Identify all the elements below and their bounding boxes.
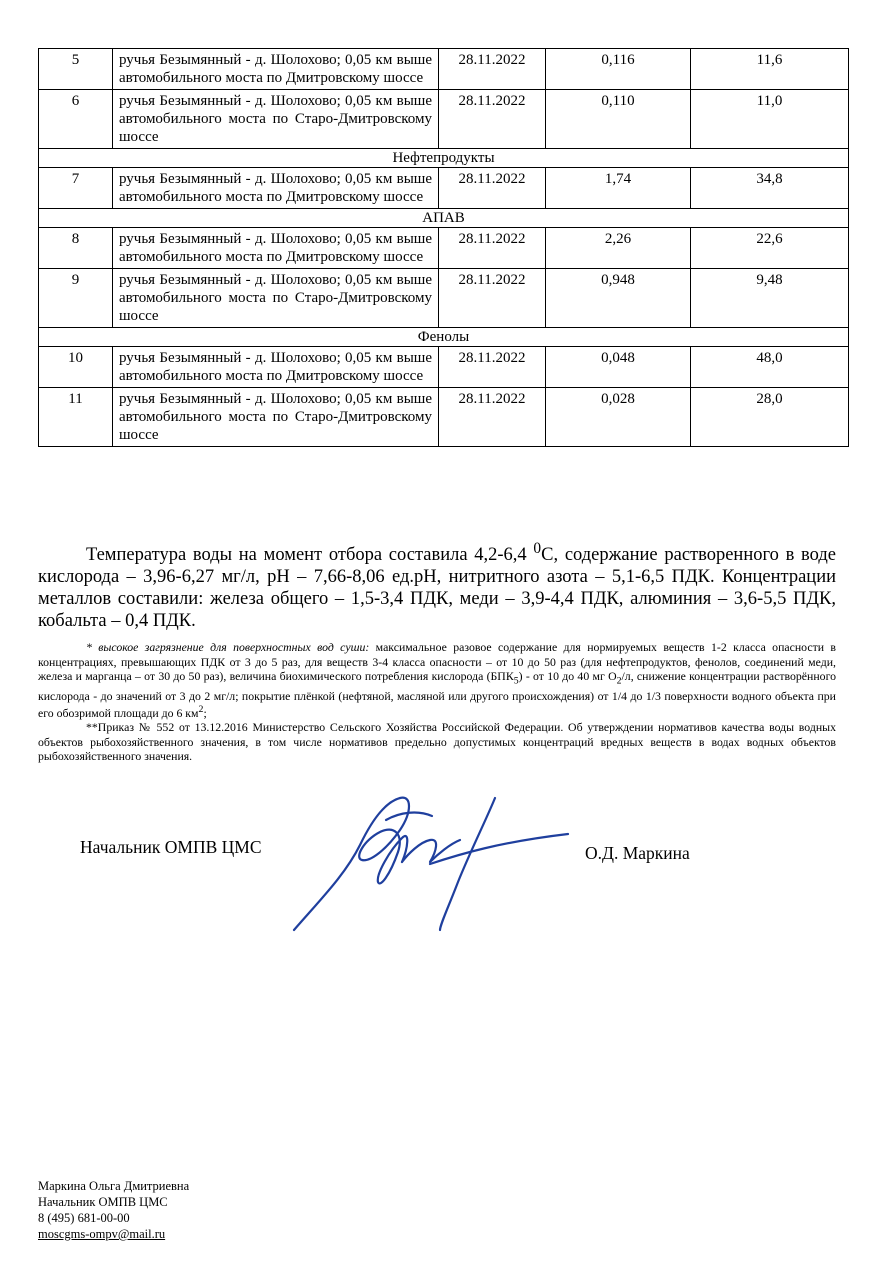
table-row <box>39 388 849 447</box>
row-number: 8 <box>39 228 113 269</box>
group-title: Нефтепродукты <box>39 149 849 168</box>
footnote-text-a: максимальное разовое содержание для нормируемых веществ 1-2 класса опасности в концентрациях, превышающих ПДК от 3 до 5 раз, для веществ 3-4 класса опасности – от 10 до 50 раз (для нефтепродуктов, фенолов, соединений меди, железа и марганца – от 30 до 50 раз), величина биохимического потребления кислорода (БПК <box>38 640 837 683</box>
footnote-lead: * высокое загрязнение для поверхностных вод суши: <box>86 640 370 654</box>
table-row <box>39 347 849 388</box>
sampling-date: 28.11.2022 <box>439 90 546 149</box>
table-row <box>39 168 849 209</box>
sampling-date: 28.11.2022 <box>439 388 546 447</box>
row-number: 5 <box>39 49 113 90</box>
table-row <box>39 49 849 90</box>
concentration-value: 0,948 <box>546 269 691 328</box>
table-row <box>39 269 849 328</box>
concentration-value: 1,74 <box>546 168 691 209</box>
degree-superscript: 0 <box>533 540 542 557</box>
row-number: 6 <box>39 90 113 149</box>
pdk-ratio: 28,0 <box>691 388 849 447</box>
sampling-site: ручья Безымянный - д. Шолохово; 0,05 км выше автомобильного моста по Дмитровскому шоссе <box>113 49 439 90</box>
sampling-date: 28.11.2022 <box>439 269 546 328</box>
pdk-ratio: 34,8 <box>691 168 849 209</box>
concentration-value: 0,110 <box>546 90 691 149</box>
footnote-subscript-2: 2 <box>616 675 622 687</box>
concentration-value: 0,116 <box>546 49 691 90</box>
contact-phone: 8 (495) 681-00-00 <box>38 1211 130 1225</box>
pdk-ratio: 22,6 <box>691 228 849 269</box>
sampling-date: 28.11.2022 <box>439 347 546 388</box>
sampling-date: 28.11.2022 <box>439 228 546 269</box>
group-header-row <box>39 328 849 347</box>
group-title: Фенолы <box>39 328 849 347</box>
signatory-name: О.Д. Маркина <box>585 843 690 863</box>
row-number: 10 <box>39 347 113 388</box>
contact-block <box>38 1178 189 1242</box>
pdk-ratio: 9,48 <box>691 269 849 328</box>
footnote-text-b: ) - от 10 до 40 мг О <box>518 669 617 683</box>
footnote-pollution-definition <box>38 640 836 721</box>
sampling-site: ручья Безымянный - д. Шолохово; 0,05 км выше автомобильного моста по Старо-Дмитровскому шоссе <box>113 269 439 328</box>
footnote-superscript-2: 2 <box>198 704 204 716</box>
sampling-site: ручья Безымянный - д. Шолохово; 0,05 км выше автомобильного моста по Дмитровскому шоссе <box>113 347 439 388</box>
footnote-text-c: /л, снижение концентрации растворённого кислорода - до значений от 3 до 2 мг/л; покрытие плёнкой (нефтяной, масляной или другого происхождения) от 1/4 до 1/3 поверхности водного объекта при его обозримой площади до 6 км <box>38 669 837 721</box>
row-number: 11 <box>39 388 113 447</box>
footnote-subscript-5: 5 <box>513 675 519 687</box>
concentration-value: 2,26 <box>546 228 691 269</box>
summary-text-b: С, содержание растворенного в воде кислорода – 3,96-6,27 мг/л, рН – 7,66-8,06 ед.рН, нитритного азота – 5,1-6,5 ПДК. Концентрации металлов составили: железа общего – 1,5-3,4 ПДК, меди – 3,9-4,4 ПДК, алюминия – 3,6-5,5 ПДК, кобальта – 0,4 ПДК. <box>38 545 837 632</box>
results-table <box>38 48 849 447</box>
summary-text-a: Температура воды на момент отбора составила 4,2-6,4 <box>86 545 534 566</box>
pdk-ratio: 11,6 <box>691 49 849 90</box>
contact-position: Начальник ОМПВ ЦМС <box>38 1195 168 1209</box>
sampling-site: ручья Безымянный - д. Шолохово; 0,05 км выше автомобильного моста по Старо-Дмитровскому шоссе <box>113 388 439 447</box>
row-number: 9 <box>39 269 113 328</box>
signatory-title: Начальник ОМПВ ЦМС <box>80 837 262 857</box>
sampling-site: ручья Безымянный - д. Шолохово; 0,05 км выше автомобильного моста по Старо-Дмитровскому шоссе <box>113 90 439 149</box>
sampling-date: 28.11.2022 <box>439 168 546 209</box>
sampling-date: 28.11.2022 <box>439 49 546 90</box>
group-header-row <box>39 209 849 228</box>
table-row <box>39 90 849 149</box>
group-header-row <box>39 149 849 168</box>
contact-email-link[interactable]: moscgms-ompv@mail.ru <box>38 1227 166 1241</box>
pdk-ratio: 11,0 <box>691 90 849 149</box>
sampling-site: ручья Безымянный - д. Шолохово; 0,05 км выше автомобильного моста по Дмитровскому шоссе <box>113 228 439 269</box>
pdk-ratio: 48,0 <box>691 347 849 388</box>
contact-name: Маркина Ольга Дмитриевна <box>38 1179 190 1193</box>
sampling-site: ручья Безымянный - д. Шолохово; 0,05 км выше автомобильного моста по Дмитровскому шоссе <box>113 168 439 209</box>
handwritten-signature <box>290 790 570 935</box>
footnote-text-d: ; <box>203 706 207 721</box>
summary-paragraph <box>38 538 836 632</box>
footnote-order-reference: **Приказ № 552 от 13.12.2016 Министерство Сельского Хозяйства Российской Федерации. Об утверждении нормативов качества воды водных объектов рыбохозяйственного значения, в том числе нормативов предельно допустимых концентраций вредных веществ в водах водных объектов рыбохозяйственного значения. <box>38 720 836 763</box>
concentration-value: 0,048 <box>546 347 691 388</box>
table-row <box>39 228 849 269</box>
group-title: АПАВ <box>39 209 849 228</box>
concentration-value: 0,028 <box>546 388 691 447</box>
row-number: 7 <box>39 168 113 209</box>
